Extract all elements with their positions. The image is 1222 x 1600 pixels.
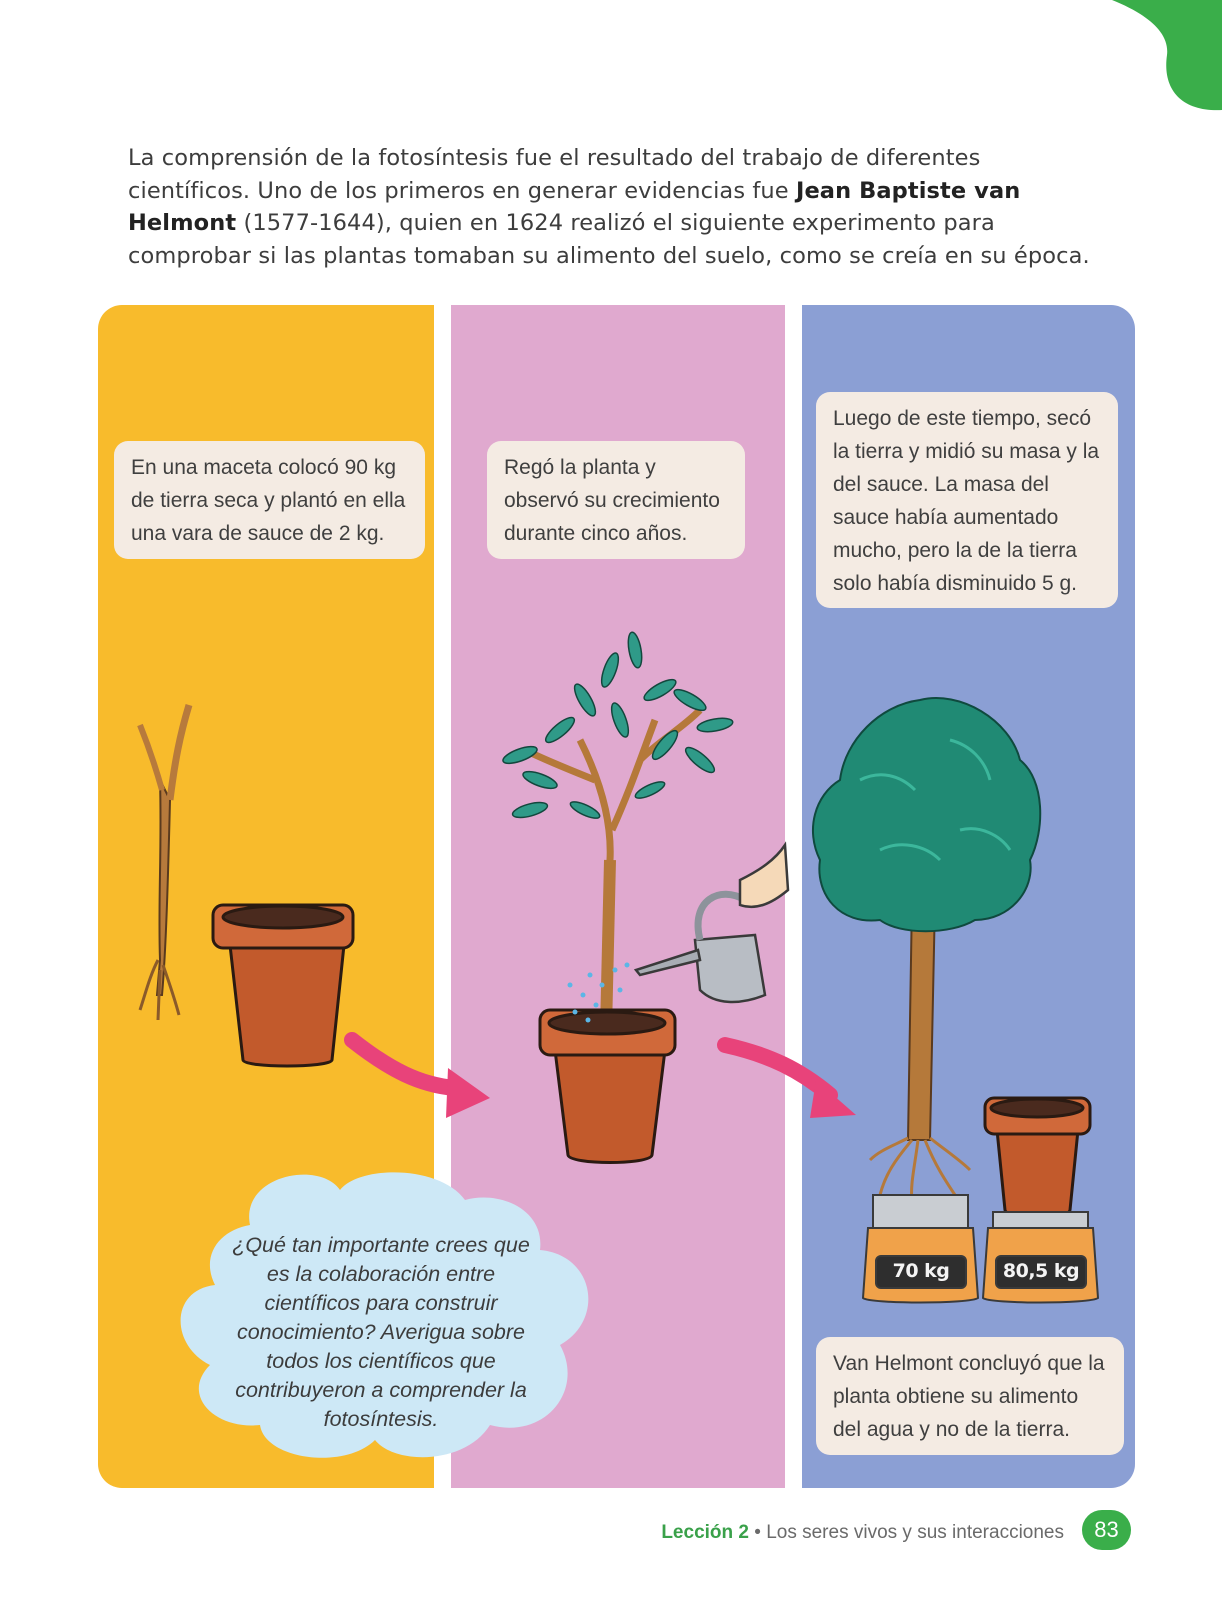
- step-1-caption: [114, 441, 425, 559]
- page-number: 83: [1082, 1510, 1131, 1550]
- scale-soil: [983, 1212, 1098, 1303]
- lesson-label: Lección 2: [661, 1522, 749, 1543]
- watering-can: [636, 845, 788, 1002]
- arrow-step-2-to-3: [725, 1045, 856, 1118]
- page-footer: [661, 1522, 1064, 1544]
- scientist-name: Jean Baptiste van Helmont: [128, 177, 1021, 236]
- willow-stick: [140, 705, 189, 1020]
- step-3-text: Luego de este tiempo, secó la tierra y midió su masa y la del sauce. La masa del sauce había aumentado mucho, pero la de la tierra solo había disminuido 5 g.: [833, 407, 1100, 595]
- step-2-caption: [487, 441, 745, 559]
- conclusion-caption: [816, 1337, 1124, 1455]
- intro-text-end: (1577-1644), quien en 1624 realizó el siguiente experimento para comprobar si las plantas tomaban su alimento del suelo, como se creía en su época.: [128, 210, 1090, 269]
- step-3-caption: [816, 392, 1118, 608]
- arrow-step-1-to-2: [352, 1040, 490, 1118]
- footer-separator: •: [748, 1522, 767, 1543]
- step-1-text: En una maceta colocó 90 kg de tierra seca y plantó en ella una vara de sauce de 2 kg.: [131, 456, 406, 545]
- reflection-question: ¿Qué tan importante crees que es la colaboración entre científicos para construir conocimiento? Averigua sobre todos los científicos que contribuyeron a comprender la fotosíntesis.: [232, 1233, 530, 1431]
- dry-soil-pot: [985, 1098, 1090, 1218]
- step-2-text: Regó la planta y observó su crecimiento durante cinco años.: [504, 456, 720, 545]
- empty-pot: [213, 905, 353, 1066]
- chapter-title: Los seres vivos y sus interacciones: [766, 1522, 1064, 1543]
- scale-willow-reading: 70 kg: [892, 1260, 950, 1282]
- scale-soil-reading: 80,5 kg: [1002, 1260, 1080, 1282]
- planted-pot: [540, 1010, 675, 1163]
- conclusion-text: Van Helmont concluyó que la planta obtiene su alimento del agua y no de la tierra.: [833, 1352, 1105, 1441]
- scale-willow: [863, 1195, 978, 1303]
- intro-text-start: La comprensión de la fotosíntesis fue el resultado del trabajo de diferentes científicos. Uno de los primeros en generar evidencias fue: [128, 145, 981, 204]
